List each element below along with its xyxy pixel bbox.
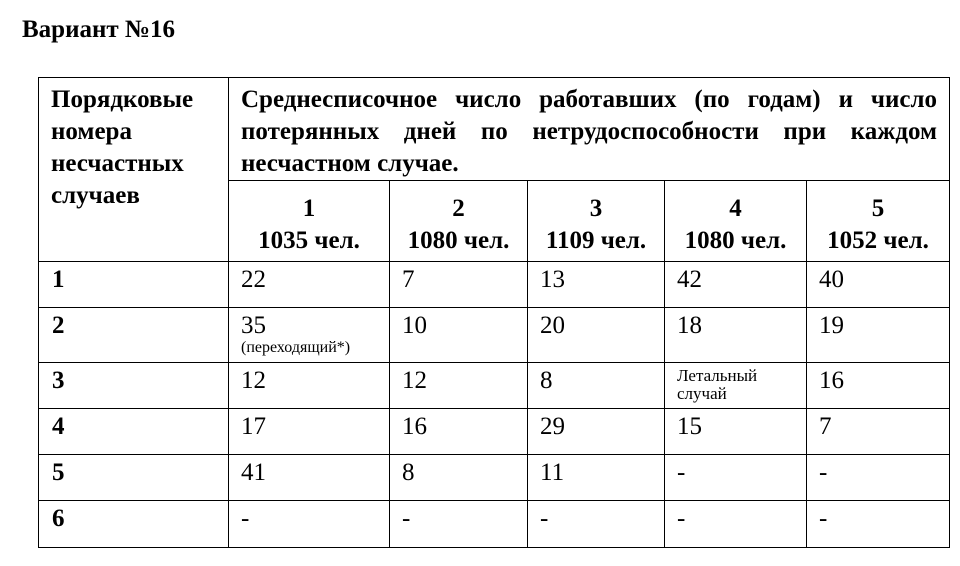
column-year: 4 bbox=[729, 195, 742, 222]
table-cell: 8 bbox=[390, 455, 528, 501]
row-header-label: Порядковые номера несчастных случаев bbox=[39, 78, 229, 262]
column-year: 5 bbox=[871, 195, 885, 222]
column-year: 2 bbox=[452, 195, 465, 222]
page-title: Вариант №16 bbox=[22, 16, 176, 43]
table-cell: 42 bbox=[665, 262, 807, 308]
row-number: 3 bbox=[39, 363, 229, 409]
table-row bbox=[39, 262, 950, 308]
column-header bbox=[390, 181, 528, 262]
column-workers: 1109 чел. bbox=[545, 227, 647, 254]
table-cell: 16 bbox=[807, 363, 950, 409]
column-header bbox=[528, 181, 665, 262]
table-cell: 13 bbox=[528, 262, 665, 308]
table-cell: - bbox=[528, 501, 665, 548]
cell-note: (переходящий*) bbox=[241, 339, 351, 356]
column-workers: 1080 чел. bbox=[407, 227, 510, 254]
table-cell: 20 bbox=[528, 308, 665, 363]
table-row bbox=[39, 363, 950, 409]
table-cell: 8 bbox=[528, 363, 665, 409]
table-row bbox=[39, 455, 950, 501]
table-cell: 17 bbox=[229, 409, 390, 455]
table-cell: 19 bbox=[807, 308, 950, 363]
table-cell bbox=[229, 308, 390, 363]
cell-value: 35 bbox=[241, 312, 266, 339]
row-number: 5 bbox=[39, 455, 229, 501]
row-number: 6 bbox=[39, 501, 229, 548]
row-number: 1 bbox=[39, 262, 229, 308]
table-cell: 12 bbox=[390, 363, 528, 409]
accident-table bbox=[38, 77, 950, 548]
row-number: 4 bbox=[39, 409, 229, 455]
table-cell: 22 bbox=[229, 262, 390, 308]
table-cell: - bbox=[229, 501, 390, 548]
column-workers: 1052 чел. bbox=[827, 227, 929, 254]
table-cell bbox=[665, 363, 807, 409]
table-cell: 41 bbox=[229, 455, 390, 501]
table-cell: - bbox=[665, 455, 807, 501]
column-header bbox=[807, 181, 950, 262]
column-header bbox=[229, 181, 390, 262]
column-workers: 1035 чел. bbox=[258, 227, 360, 254]
column-workers: 1080 чел. bbox=[684, 227, 787, 254]
column-year: 3 bbox=[589, 195, 603, 222]
table-cell: 11 bbox=[528, 455, 665, 501]
main-header: Среднесписочное число работавших (по годам) и число потерянных дней по нетрудоспособности при каждом несчастном случае. bbox=[229, 78, 950, 181]
table-cell: 29 bbox=[528, 409, 665, 455]
column-year: 1 bbox=[302, 195, 316, 222]
table-cell: 15 bbox=[665, 409, 807, 455]
table-cell: - bbox=[390, 501, 528, 548]
table-cell: - bbox=[665, 501, 807, 548]
table-row bbox=[39, 409, 950, 455]
table-cell: 16 bbox=[390, 409, 528, 455]
table-cell: - bbox=[807, 501, 950, 548]
table-cell: 18 bbox=[665, 308, 807, 363]
table-row bbox=[39, 308, 950, 363]
table-cell: 10 bbox=[390, 308, 528, 363]
lethal-case-label: Летальный случай bbox=[677, 366, 758, 403]
table-cell: 40 bbox=[807, 262, 950, 308]
table-cell: 7 bbox=[807, 409, 950, 455]
row-number: 2 bbox=[39, 308, 229, 363]
column-header bbox=[665, 181, 807, 262]
table-cell: 7 bbox=[390, 262, 528, 308]
table-row bbox=[39, 501, 950, 548]
table-cell: 12 bbox=[229, 363, 390, 409]
table-cell: - bbox=[807, 455, 950, 501]
